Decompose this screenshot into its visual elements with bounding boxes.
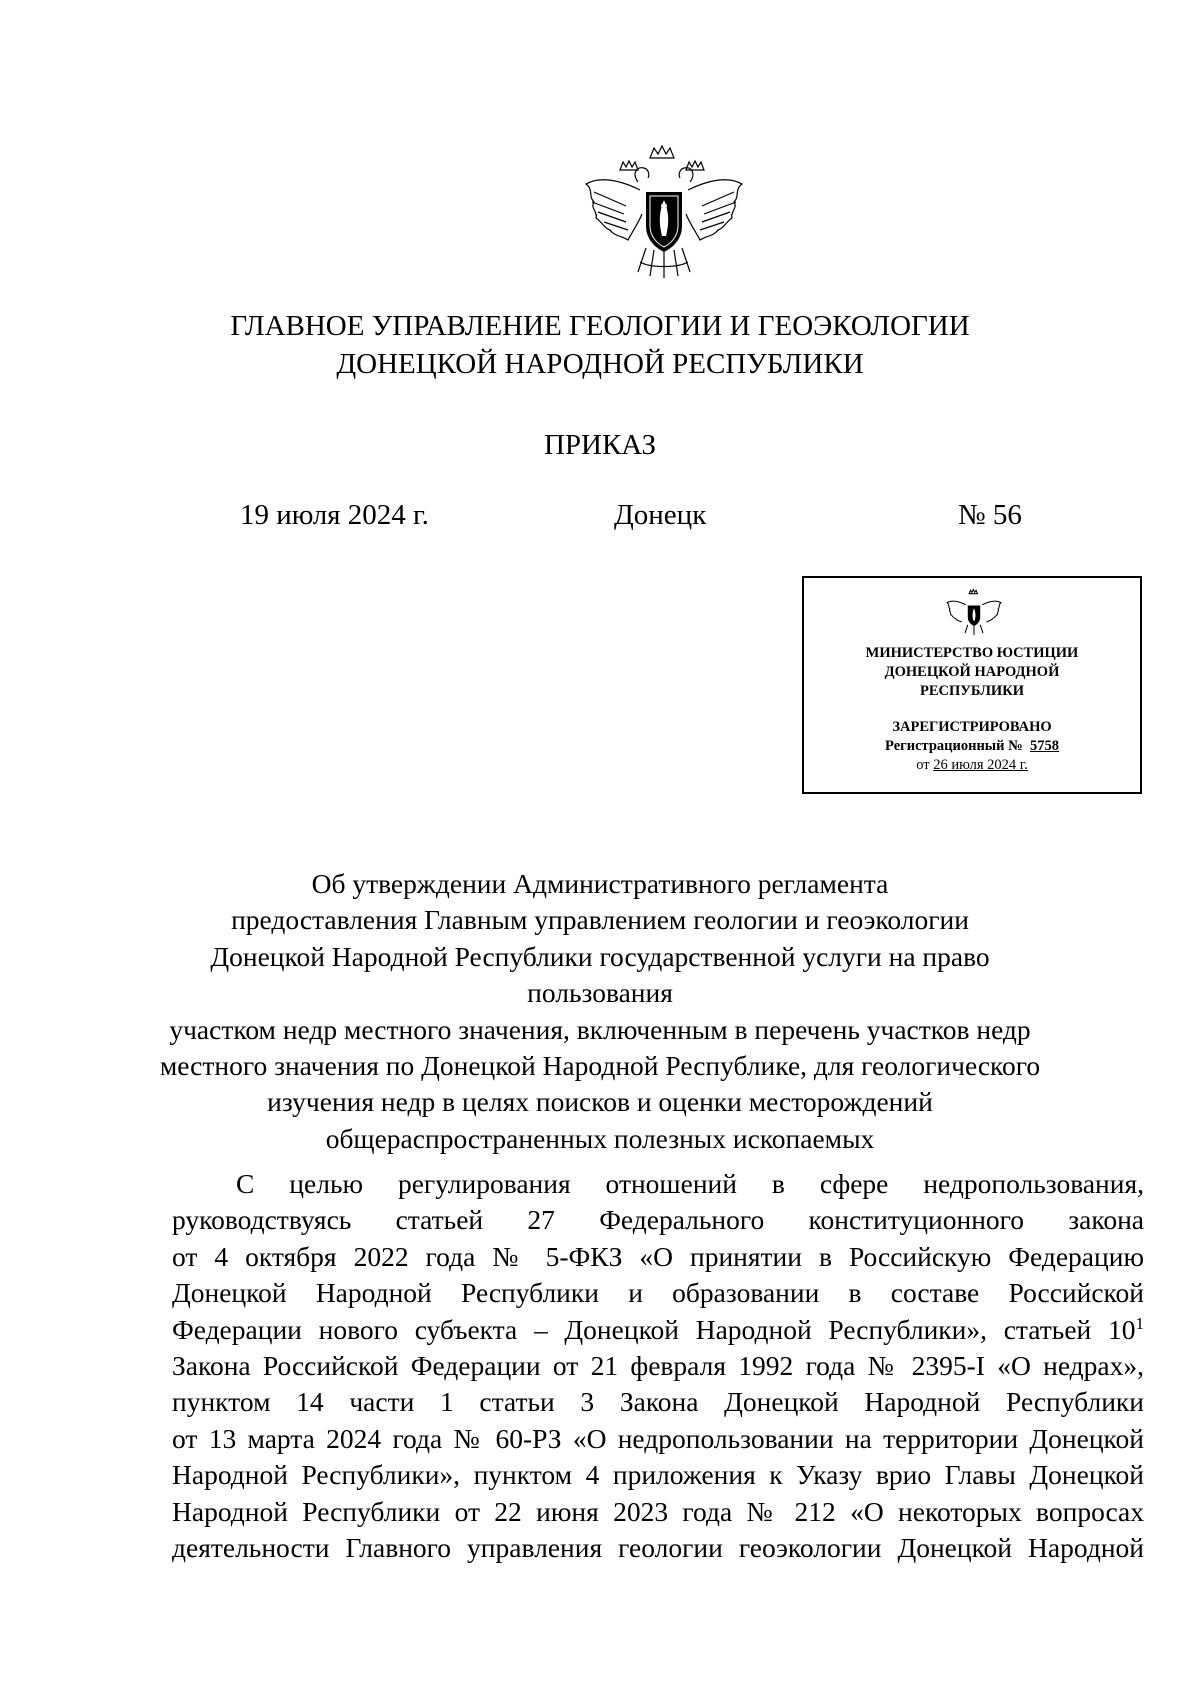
stamp-ministry <box>804 644 1140 701</box>
org-line-1: ГЛАВНОЕ УПРАВЛЕНИЕ ГЕОЛОГИИ И ГЕОЭКОЛОГИИ <box>230 310 970 342</box>
order-body <box>172 1166 1144 1566</box>
organization-name <box>0 307 1200 383</box>
body-line: пунктом 14 части 1 статьи 3 Закона Донецкой Народной Республики <box>172 1386 1144 1418</box>
stamp-ministry-line-3: РЕСПУБЛИКИ <box>919 683 1025 699</box>
org-line-2: ДОНЕЦКОЙ НАРОДНОЙ РЕСПУБЛИКИ <box>336 348 864 380</box>
body-line <box>172 1166 1144 1202</box>
stamp-reg-label: Регистрационный № <box>885 738 1023 754</box>
body-line: от 4 октября 2022 года № 5-ФКЗ «О принятии в Российскую Федерацию <box>172 1240 1144 1272</box>
body-line: руководствуясь статьей 27 Федерального конституционного закона <box>172 1204 1144 1236</box>
stamp-date <box>804 756 1140 775</box>
subject-line: общераспространенных полезных ископаемых <box>325 1122 875 1154</box>
order-number: № 56 <box>958 499 1022 531</box>
body-line: Народной Республики от 22 июня 2023 года № 212 «О некоторых вопросах <box>172 1495 1144 1527</box>
subject-line: предоставления Главным управлением геологии и геоэкологии <box>231 904 969 936</box>
body-line: Закона Российской Федерации от 21 февраля 1992 года № 2395-I «О недрах», <box>172 1350 1144 1382</box>
subject-line: изучения недр в целях поисков и оценки месторождений <box>267 1086 933 1118</box>
dpr-coat-of-arms-icon <box>580 140 748 282</box>
stamp-registration-number <box>804 737 1140 756</box>
superscript: 1 <box>1135 1313 1144 1333</box>
stamp-reg-number: 5758 <box>1029 738 1059 754</box>
stamp-date-value: 26 июля 2024 г. <box>933 757 1028 773</box>
body-line-text: С целью регулирования отношений в сфере недропользования, <box>236 1168 1144 1199</box>
dpr-coat-of-arms-icon <box>945 587 1003 637</box>
subject-line: местного значения по Донецкой Народной Республике, для геологического <box>159 1050 1041 1082</box>
body-line-text: Федерации нового субъекта – Донецкой Народной Республики», статьей 10 <box>172 1313 1136 1345</box>
body-line: деятельности Главного управления геологии геоэкологии Донецкой Народной <box>172 1532 1144 1564</box>
stamp-date-prefix: от <box>916 757 930 773</box>
order-subject <box>150 866 1050 1157</box>
subject-line: Донецкой Народной Республики государственной услуги на право пользования <box>210 940 990 1009</box>
registration-stamp <box>802 576 1142 794</box>
stamp-registered: ЗАРЕГИСТРИРОВАНО <box>892 719 1052 735</box>
body-line <box>172 1312 1144 1348</box>
order-city: Донецк <box>614 499 707 531</box>
stamp-ministry-line-1: МИНИСТЕРСТВО ЮСТИЦИИ <box>865 645 1079 661</box>
stamp-ministry-line-2: ДОНЕЦКОЙ НАРОДНОЙ <box>884 664 1060 680</box>
body-line: Донецкой Народной Республики и образовании в составе Российской <box>172 1277 1144 1309</box>
order-date: 19 июля 2024 г. <box>240 499 429 531</box>
body-line: Народной Республики», пунктом 4 приложения к Указу врио Главы Донецкой <box>172 1459 1144 1491</box>
document-type: ПРИКАЗ <box>543 429 657 461</box>
body-line: от 13 марта 2024 года № 60-РЗ «О недропользовании на территории Донецкой <box>172 1422 1144 1454</box>
subject-line: участком недр местного значения, включенным в перечень участков недр <box>169 1013 1031 1045</box>
subject-line: Об утверждении Административного регламента <box>311 868 889 899</box>
